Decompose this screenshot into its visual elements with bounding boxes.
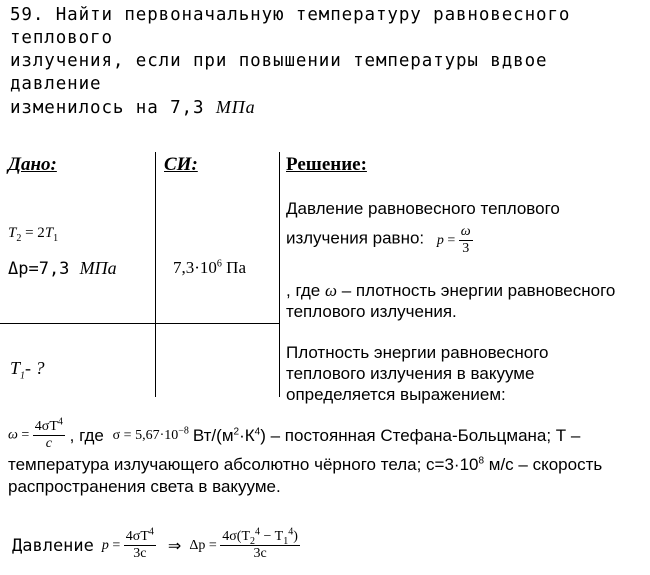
unknown-suffix: - ? (25, 358, 45, 378)
final-p: p (101, 537, 109, 553)
bottom-where: , где (64, 425, 109, 445)
unknown-var: T (10, 358, 21, 378)
solution-p1-line1: Давление равновесного теплового (286, 199, 560, 218)
final-den2: 3c (253, 546, 267, 561)
final-num2-sub1: 2 (250, 535, 255, 547)
bottom-omega: ω (8, 427, 18, 443)
solution-p2 (286, 280, 646, 322)
problem-line-2: излучения, если при повышении температуры вдвое давление (10, 51, 548, 94)
sigma-exp: −8 (178, 424, 189, 436)
pressure-p: p (436, 232, 444, 248)
final-den: 3c (133, 546, 147, 561)
final-num2-sup1: 4 (255, 526, 260, 538)
pressure-formula (436, 224, 473, 256)
sigma-value (113, 425, 189, 447)
final-formula (12, 526, 300, 561)
solution-p1 (286, 198, 646, 256)
header-given: Дано: (8, 154, 57, 175)
final-fraction-2 (220, 526, 300, 561)
sigma-unit-b: ·К (239, 425, 255, 445)
final-arrow: ⇒ (167, 537, 182, 555)
final-num2 (220, 526, 300, 547)
solution-p2-prefix: , где (286, 281, 325, 300)
problem-line-3-text: изменилось на 7,3 (10, 98, 216, 118)
si-value (173, 258, 246, 278)
given-t-eq: = 2 (21, 225, 45, 241)
given-t-relation (8, 225, 58, 242)
solution-p3-line3: определяется выражением: (286, 385, 506, 404)
final-num2-sup2: 4 (288, 526, 294, 538)
given-t2-sub: 2 (16, 233, 22, 244)
bottom-frac-num-sup: 4 (57, 416, 63, 428)
solution-p3-line2: теплового излучения в вакууме (286, 364, 535, 383)
problem-line-1: 59. Найти первоначальную температуру равновесного теплового (10, 5, 571, 48)
si-unit: Па (221, 258, 246, 277)
bottom-line-3: распространения света в вакууме. (8, 477, 281, 496)
final-label: Давление (12, 535, 94, 556)
energy-density-formula (8, 416, 65, 451)
bottom-line-2-rest: м/с – скорость (484, 455, 603, 474)
problem-unit: МПа (215, 97, 256, 117)
header-solution: Решение: (286, 154, 367, 175)
bottom-line-1 (8, 416, 648, 451)
solution-p2-var: ω (324, 281, 337, 300)
sigma-unit-a: Вт/(м (192, 425, 234, 445)
table-divider-left (155, 152, 156, 397)
bottom-line-2 (8, 454, 648, 476)
bottom-line-2-text: температура излучающего абсолютно чёрного тела; с=3·10 (8, 455, 479, 474)
solution-p2-line1 (286, 280, 646, 301)
final-eq: = (108, 537, 124, 553)
si-base: 7,3·10 (173, 258, 217, 277)
header-si: СИ: (164, 154, 198, 175)
pressure-num: ω (460, 224, 471, 239)
sigma-unit (193, 425, 581, 447)
unknown-sub: 1 (20, 370, 26, 382)
final-num-sup: 4 (148, 526, 154, 538)
given-unknown (10, 358, 45, 382)
given-dp-unit: МПа (79, 258, 117, 278)
sigma-eq: σ = 5,67·10 (112, 427, 179, 443)
given-dp (8, 258, 117, 279)
final-pressure (101, 526, 300, 561)
energy-density-fraction (33, 416, 65, 451)
given-t1-sub: 1 (53, 233, 59, 244)
bottom-paragraph (8, 416, 648, 498)
given-dp-text: Δp=7,3 (8, 259, 80, 279)
table-divider-horizontal (0, 323, 280, 324)
sigma-unit-c: ) – постоянная Стефана-Больцмана; Т – (260, 425, 581, 445)
final-fraction-1 (124, 526, 156, 561)
problem-line-3 (10, 96, 640, 120)
si-exp: 6 (216, 258, 222, 270)
final-dp: Δp (189, 537, 206, 553)
solution-p1-line2-text: излучения равно: (286, 228, 425, 248)
pressure-fraction (459, 225, 473, 256)
pressure-eq: = (443, 232, 459, 248)
given-t1: T (44, 225, 54, 241)
problem-statement (10, 4, 640, 120)
sigma-unit-sup1: 2 (233, 425, 240, 437)
final-num2-b: − T (260, 529, 284, 544)
sigma-unit-sup2: 4 (254, 425, 261, 437)
solution-p2-line2: теплового излучения. (286, 302, 457, 321)
final-num2-a: 4σ(T (222, 529, 250, 544)
bottom-line-2-sup: 8 (478, 455, 485, 467)
bottom-frac-den: c (45, 436, 52, 451)
final-num-text: 4σT (125, 529, 149, 544)
solution-p2-rest: – плотность энергии равновесного (337, 281, 616, 300)
table-divider-right (279, 152, 280, 397)
solution-p1-line2 (286, 225, 646, 256)
bottom-frac-num (33, 416, 65, 436)
bottom-frac-num-text: 4σT (34, 419, 58, 434)
solution-p3-line1: Плотность энергии равновесного (286, 343, 549, 362)
bottom-eq: = (17, 427, 33, 443)
pressure-den: 3 (462, 241, 470, 256)
final-num (124, 526, 156, 546)
final-num2-c: ) (293, 529, 298, 544)
given-t2: T (8, 225, 17, 241)
final-num2-sub2: 1 (283, 535, 289, 547)
final-eq2: = (205, 537, 221, 553)
solution-p3 (286, 342, 646, 405)
